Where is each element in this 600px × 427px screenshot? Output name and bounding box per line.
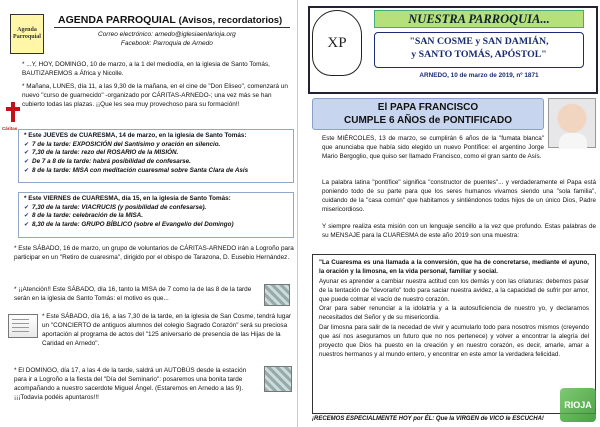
bus-thumbnail: [264, 366, 292, 392]
agenda-title: AGENDA PARROQUIAL (Avisos, recordatorios): [58, 14, 283, 26]
check-icon: ✔: [24, 213, 30, 220]
contact-email: Correo electrónico: arnedo@iglesiaenlarioja.org: [98, 31, 236, 38]
divider: [54, 27, 290, 28]
pope-headline: El PAPA FRANCISCO CUMPLE 6 AÑOS de PONTIFICADO: [312, 98, 544, 130]
left-page: [0, 0, 298, 427]
check-icon: ✔: [24, 204, 30, 211]
check-icon: ✔: [24, 159, 30, 166]
caritas-cross-icon: [6, 102, 20, 126]
check-icon: ✔: [24, 167, 30, 174]
quote-intro: "La Cuaresma es una llamada a la conversión, que ha de concretarse, mediante el ayuno, la oración y la limosna, en la vida personal, familiar y social.: [319, 259, 589, 275]
thursday-item: 8 de la tarde: MISA con meditación cuaresmal sobre Santa Clara de Asís: [32, 166, 249, 174]
caritas-label: Cáritas: [2, 126, 18, 131]
lent-message-quote: [312, 254, 596, 414]
newsletter-title: NUESTRA PARROQUIA...: [374, 10, 584, 28]
thursday-item: De 7 a 8 de la tarde: habrá posibilidad de confesarse.: [32, 158, 191, 166]
chi-rho-emblem: XP: [312, 10, 362, 76]
agenda-header: [6, 8, 292, 54]
friday-title: * Este VIERNES de CUARESMA, día 15, en la iglesia de Santo Tomás:: [24, 195, 231, 202]
thursday-box: [18, 129, 294, 183]
friday-item: 8 de la tarde: celebración de la MISA.: [32, 212, 143, 220]
check-icon: ✔: [24, 141, 30, 148]
quote-orar: Orar para saber renunciar a la idolatría y a la autosuficiencia de nuestro yo, y declararnos necesitados del Señor y de su misericordia.: [319, 305, 589, 322]
baptism-notice: * ...Y, HOY, DOMINGO, 10 de marzo, a la 1 del mediodía, en la iglesia de Santo Tomás, BAUTIZAREMOS a África y Nicolle.: [22, 61, 270, 78]
quote-ayunar: Ayunar es aprender a cambiar nuestra actitud con los demás y con las criaturas: debemos pasar de la tentación de "devorarlo" todo para saciar nuestra avidez, a la capacidad de sufrir por amor, que puede colmar el vacío de nuestro corazón.: [319, 277, 589, 303]
retreat-notice: * Este SÁBADO, 16 de marzo, un grupo de voluntarios de CÁRITAS-ARNEDO irán a Logroño para participar en un "Retiro de cuaresma", dirigido por el obispo de Tarazona, D. Eusebio Hernández.: [14, 245, 294, 262]
contact-facebook: Facebook: Parroquia de Arnedo: [120, 40, 213, 48]
footer-prayer: ¡RECEMOS ESPECIALMENTE HOY por ÉL: Que la VIRGEN de VICO le ESCUCHA!: [312, 416, 544, 422]
issue-line: ARNEDO, 10 de marzo de 2019, nº 1871: [419, 72, 539, 79]
seminary-notice: * El DOMINGO, día 17, a las 4 de la tarde, saldrá un AUTOBÚS desde la estación para ir a Logroño a la fiesta del "Día del Seminario": posaremos una bonita tarde acompañando a nuestro sacerdote Miguel Ángel. (Estaremos en Arnedo a las 9). ¡¡¡Todavía podéis apuntaros!!!: [14, 367, 247, 402]
friday-item: 8,30 de la tarde: GRUPO BÍBLICO (sobre el Evangelio del Domingo): [32, 221, 234, 229]
pope-photo: [548, 98, 596, 148]
article-paragraph-2: La palabra latina "pontífice" significa "constructor de puentes"... y verdaderamente el Papa está poniendo todo de su parte para que los seres humanos vivamos siendo una "sola familia", cuidando de la "casa común" que habitamos y sintiéndonos todos hijos de un único Dios, Padre misericordioso.: [322, 179, 596, 214]
thursday-item: 7 de la tarde: EXPOSICIÓN del Santísimo y oración en silencio.: [32, 140, 221, 148]
thursday-title: * Este JUEVES de CUARESMA, 14 de marzo, en la iglesia de Santo Tomás:: [24, 132, 247, 139]
friday-item: 7,30 de la tarde: VIACRUCIS (y posibilidad de confesarse).: [32, 203, 207, 211]
thursday-item: 7,30 de la tarde: rezo del ROSARIO de la MISIÓN.: [32, 149, 179, 157]
parish-names: "SAN COSME y SAN DAMIÁN, y SANTO TOMÁS, APÓSTOL": [374, 32, 584, 68]
friday-box: [18, 192, 294, 238]
quote-limosna: Dar limosna para salir de la necedad de vivir y acumularlo todo para nosotros mismos (creyendo que así nos aseguramos un futuro que no nos pertenece) y volver a encontrar la alegría del proyecto que Dios ha puesto en la creación y en nuestro corazón, es decir, amarle, amar a nuestros hermanos y al mundo entero, y encontrar en este amor la verdadera felicidad.: [319, 324, 589, 358]
check-icon: ✔: [24, 150, 30, 157]
article-paragraph-3: Y siempre realiza esta misión con un lenguaje sencillo a la vez que profundo. Estas palabras de su MENSAJE para la CUARESMA de este año 2019 son una muestra:: [322, 223, 596, 240]
agenda-logo: Agenda Parroquial: [10, 14, 44, 54]
church-thumbnail: [264, 284, 290, 306]
check-icon: ✔: [24, 222, 30, 229]
concert-thumbnail: [8, 314, 38, 338]
contact-info: [98, 30, 236, 49]
article-paragraph-1: Este MIÉRCOLES, 13 de marzo, se cumplirán 6 años de la "fumata blanca" que anunciaba que había sido elegido un nuevo Pontífice: el argentino Jorge Mario Bergoglio, que quiso ser llamado Francisco, como el gran santo de Asís.: [322, 135, 544, 161]
rioja-watermark: RIOJA: [560, 388, 596, 422]
concert-notice: * Este SÁBADO, día 16, a las 7,30 de la tarde, en la iglesia de San Cosme, tendrá lugar un "CONCIERTO de antiguos alumnos del colegio Sagrado Corazón" será su preciosa aportación al programa de actos del "125 aniversario de presencia de las Hijas de la Caridad en Arnedo".: [42, 313, 292, 348]
course-notice: * Mañana, LUNES, día 11, a las 9,30 de la mañana, en el cine de "Don Eliseo", comenzará un nuevo "curso de guarnecido" -organizado por CÁRITAS-ARNEDO-; una vez más se han cubierto todas las plazas. ¡¡Que les sea muy provechoso para su formación!!: [22, 83, 288, 109]
right-page: [302, 0, 600, 427]
attention-notice: * ¡¡Atención!! Este SÁBADO, día 16, tanto la MISA de 7 como la de las 8 de la tarde serán en la iglesia de Santo Tomás: el motivo es que...: [14, 286, 252, 303]
